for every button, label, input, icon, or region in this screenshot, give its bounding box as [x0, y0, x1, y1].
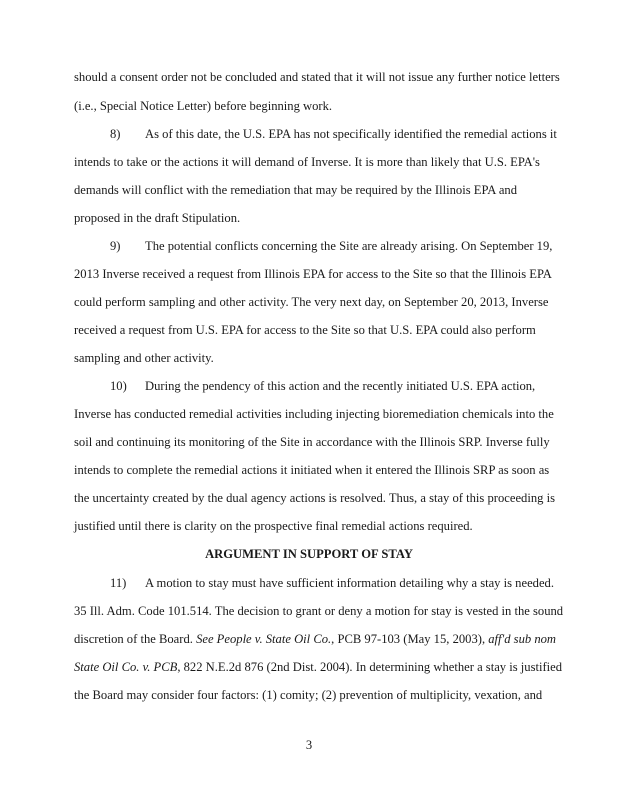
section-heading: ARGUMENT IN SUPPORT OF STAY — [205, 547, 413, 561]
text-line: justified until there is clarity on the prospective final remedial actions required. — [74, 519, 473, 533]
text-line: intends to take or the actions it will demand of Inverse. It is more than likely that U.S. EPA's — [74, 155, 540, 169]
text-line: (i.e., Special Notice Letter) before beginning work. — [74, 99, 333, 113]
text-line: 2013 Inverse received a request from Illinois EPA for access to the Site so that the Illinois EPA — [74, 267, 552, 281]
text-line: demands will conflict with the remediation that may be required by the Illinois EPA and — [74, 183, 518, 197]
text-run: , PCB 97-103 (May 15, 2003), — [331, 632, 489, 646]
text-line: could perform sampling and other activity. The very next day, on September 20, 2013, Inverse — [74, 295, 549, 309]
text-line: the Board may consider four factors: (1) comity; (2) prevention of multiplicity, vexation, and — [74, 688, 543, 702]
text-line — [74, 632, 557, 647]
text-line: should a consent order not be concluded and stated that it will not issue any further notice letters — [74, 70, 560, 84]
text-line — [74, 660, 563, 675]
text-line: proposed in the draft Stipulation. — [74, 211, 241, 225]
text-line: soil and continuing its monitoring of the Site in accordance with the Illinois SRP. Inverse fully — [74, 435, 550, 449]
paragraph-number: 10) — [110, 379, 127, 393]
text-line: As of this date, the U.S. EPA has not specifically identified the remedial actions it — [145, 127, 557, 141]
page-number: 3 — [305, 738, 313, 752]
text-line: A motion to stay must have sufficient information detailing why a stay is needed. — [145, 576, 554, 590]
text-line: received a request from U.S. EPA for access to the Site so that U.S. EPA could also perform — [74, 323, 536, 337]
citation-italic: State Oil Co. v. PCB — [74, 660, 178, 674]
text-line: During the pendency of this action and the recently initiated U.S. EPA action, — [145, 379, 536, 393]
citation-italic: See People v. State Oil Co. — [196, 632, 332, 646]
text-line: intends to complete the remedial actions it initiated when it entered the Illinois SRP as soon as — [74, 463, 550, 477]
text-line: 35 Ill. Adm. Code 101.514. The decision to grant or deny a motion for stay is vested in the sound — [74, 604, 564, 618]
paragraph-number: 11) — [110, 576, 127, 590]
citation-italic: aff'd sub nom — [488, 632, 557, 646]
paragraph-number: 8) — [110, 127, 121, 141]
text-line: The potential conflicts concerning the Site are already arising. On September 19, — [145, 239, 553, 253]
text-line: the uncertainty created by the dual agency actions is resolved. Thus, a stay of this proceeding is — [74, 491, 555, 505]
text-run: , 822 N.E.2d 876 (2nd Dist. 2004). In determining whether a stay is justified — [177, 660, 563, 674]
text-line: sampling and other activity. — [74, 351, 214, 365]
text-run: discretion of the Board. — [74, 632, 197, 646]
paragraph-number: 9) — [110, 239, 121, 253]
text-line: Inverse has conducted remedial activities including injecting bioremediation chemicals into the — [74, 407, 554, 421]
